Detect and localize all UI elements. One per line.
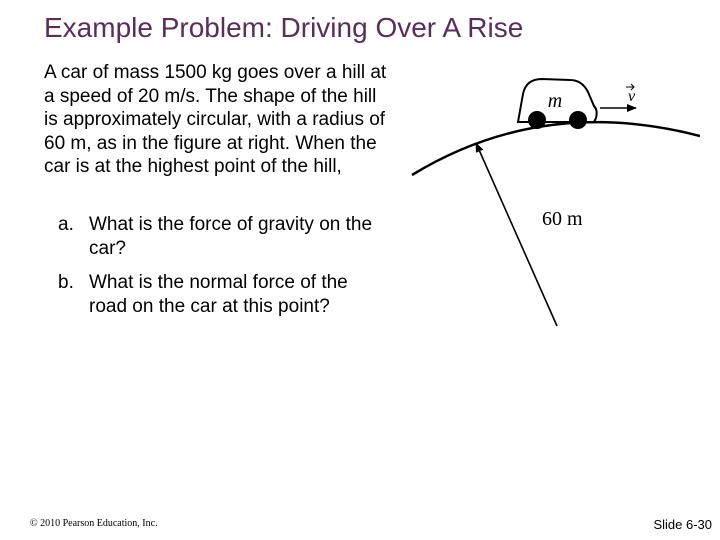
question-b-text: What is the normal force of the road on the car at this point? bbox=[89, 272, 348, 317]
slide-number: Slide 6-30 bbox=[653, 517, 712, 532]
problem-statement: A car of mass 1500 kg goes over a hill at a speed of 20 m/s. The shape of the hill is approximately circular, with a radius of 60 m, as in the figure at right. When the car is at the highest point of the hill, bbox=[44, 62, 387, 177]
question-a-text: What is the force of gravity on the car? bbox=[89, 214, 373, 259]
radius-label: 60 m bbox=[542, 208, 583, 230]
car-wheel-front bbox=[528, 111, 546, 129]
question-b-label: b. bbox=[58, 272, 74, 293]
slide-title: Example Problem: Driving Over A Rise bbox=[44, 12, 524, 43]
question-b bbox=[58, 271, 388, 318]
car-wheel-rear bbox=[569, 111, 587, 129]
hill-arc bbox=[412, 122, 700, 175]
velocity-label: v bbox=[628, 88, 636, 105]
copyright-notice: © 2010 Pearson Education, Inc. bbox=[30, 518, 158, 529]
hill-figure bbox=[400, 70, 700, 340]
question-a bbox=[58, 213, 388, 260]
question-a-label: a. bbox=[58, 214, 74, 235]
radius-arrow bbox=[476, 143, 557, 326]
mass-label: m bbox=[547, 90, 563, 112]
